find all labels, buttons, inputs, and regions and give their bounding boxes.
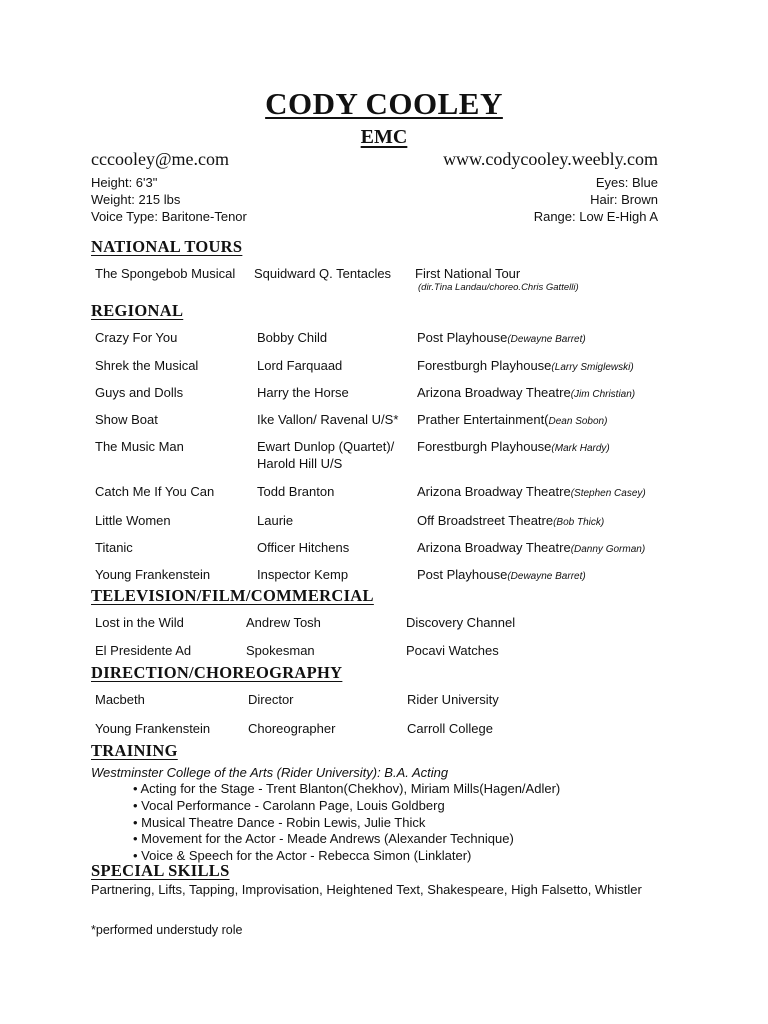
credit-role: Lord Farquaad — [257, 358, 343, 373]
section-training: TRAINING — [91, 741, 178, 760]
credit-venue: First National Tour — [415, 266, 521, 281]
resume-name: CODY COOLEY — [265, 86, 503, 121]
section-regional: REGIONAL — [91, 301, 184, 320]
credit-venue: Arizona Broadway Theatre(Danny Gorman) — [417, 540, 646, 555]
credit-project: Macbeth — [95, 692, 145, 707]
credit-show: Guys and Dolls — [95, 385, 184, 400]
stat-hair: Hair: Brown — [590, 192, 658, 207]
credit-director: (Jim Christian) — [570, 389, 636, 400]
credit-show: Shrek the Musical — [95, 358, 199, 373]
section-tv-film-commercial: TELEVISION/FILM/COMMERCIAL — [91, 586, 374, 605]
credit-company: Pocavi Watches — [406, 643, 499, 658]
credit-show: Titanic — [95, 540, 133, 555]
credit-project: Young Frankenstein — [95, 721, 211, 736]
understudy-footnote: *performed understudy role — [91, 923, 243, 937]
credit-role: Squidward Q. Tentacles — [254, 266, 392, 281]
stat-eyes: Eyes: Blue — [595, 175, 658, 190]
credit-director: (Larry Smiglewski) — [551, 362, 634, 373]
credit-role: Harry the Horse — [257, 385, 349, 400]
credit-venue: Forestburgh Playhouse(Larry Smiglewski) — [417, 358, 634, 373]
credit-role-understudy: Harold Hill U/S — [257, 456, 343, 471]
credit-project: El Presidente Ad — [95, 643, 192, 658]
stat-height: Height: 6'3" — [91, 175, 158, 190]
section-special-skills: SPECIAL SKILLS — [91, 861, 230, 880]
special-skills-list: Partnering, Lifts, Tapping, Improvisation, Heightened Text, Shakespeare, High Falsetto, Whistler — [91, 882, 642, 897]
section-direction-choreography: DIRECTION/CHOREOGRAPHY — [91, 663, 343, 682]
credit-role: Choreographer — [248, 721, 336, 736]
credit-venue: Post Playhouse(Dewayne Barret) — [417, 330, 586, 345]
credit-role: Officer Hitchens — [257, 540, 350, 555]
credit-company: Carroll College — [407, 721, 493, 736]
credit-project: Lost in the Wild — [95, 615, 184, 630]
credit-role: Director — [248, 692, 294, 707]
credit-show: The Spongebob Musical — [95, 266, 236, 281]
stat-weight: Weight: 215 lbs — [91, 192, 181, 207]
training-school: Westminster College of the Arts (Rider University): B.A. Acting — [91, 765, 449, 780]
credit-role: Ewart Dunlop (Quartet)/ — [257, 439, 395, 454]
union-status: EMC — [360, 126, 408, 148]
credit-director: (Mark Hardy) — [551, 443, 610, 454]
credit-company: Rider University — [407, 692, 499, 707]
credit-role: Laurie — [257, 513, 294, 528]
website: www.codycooley.weebly.com — [443, 149, 658, 169]
credit-role: Inspector Kemp — [257, 567, 349, 582]
credit-venue: Prather Entertainment(Dean Sobon) — [417, 412, 608, 427]
training-item: • Movement for the Actor - Meade Andrews (Alexander Technique) — [133, 831, 514, 846]
credit-venue: Arizona Broadway Theatre(Stephen Casey) — [417, 484, 646, 499]
credit-company: Discovery Channel — [406, 615, 516, 630]
credit-show: Catch Me If You Can — [95, 484, 215, 499]
credit-venue: Arizona Broadway Theatre(Jim Christian) — [417, 385, 636, 400]
training-item: • Vocal Performance - Carolann Page, Louis Goldberg — [133, 798, 445, 813]
credit-venue: Off Broadstreet Theatre(Bob Thick) — [417, 513, 605, 528]
credit-venue: Forestburgh Playhouse(Mark Hardy) — [417, 439, 610, 454]
credit-venue: Post Playhouse(Dewayne Barret) — [417, 567, 586, 582]
credit-show: Little Women — [95, 513, 171, 528]
credit-director: Dean Sobon) — [548, 416, 608, 427]
credit-role: Bobby Child — [257, 330, 328, 345]
credit-director: (Bob Thick) — [553, 517, 605, 528]
credit-director: (Dewayne Barret) — [507, 334, 586, 345]
credit-show: Young Frankenstein — [95, 567, 211, 582]
credit-director: (Dewayne Barret) — [507, 571, 586, 582]
credit-show: Crazy For You — [95, 330, 178, 345]
stat-range: Range: Low E-High A — [533, 209, 658, 224]
credit-role: Todd Branton — [257, 484, 335, 499]
credit-role: Spokesman — [246, 643, 315, 658]
stat-voice-type: Voice Type: Baritone-Tenor — [91, 209, 247, 224]
credit-show: The Music Man — [95, 439, 184, 454]
email: cccooley@me.com — [91, 149, 230, 169]
credit-creative-note: (dir.Tina Landau/choreo.Chris Gattelli) — [418, 282, 579, 293]
training-item: • Musical Theatre Dance - Robin Lewis, Julie Thick — [133, 815, 426, 830]
training-item: • Acting for the Stage - Trent Blanton(Chekhov), Miriam Mills(Hagen/Adler) — [133, 781, 561, 796]
section-national-tours: NATIONAL TOURS — [91, 237, 243, 256]
credit-director: (Danny Gorman) — [570, 544, 646, 555]
credit-director: (Stephen Casey) — [570, 488, 646, 499]
credit-show: Show Boat — [95, 412, 158, 427]
training-item: • Voice & Speech for the Actor - Rebecca Simon (Linklater) — [133, 848, 472, 863]
credit-role: Andrew Tosh — [246, 615, 321, 630]
credit-role: Ike Vallon/ Ravenal U/S* — [257, 412, 399, 427]
